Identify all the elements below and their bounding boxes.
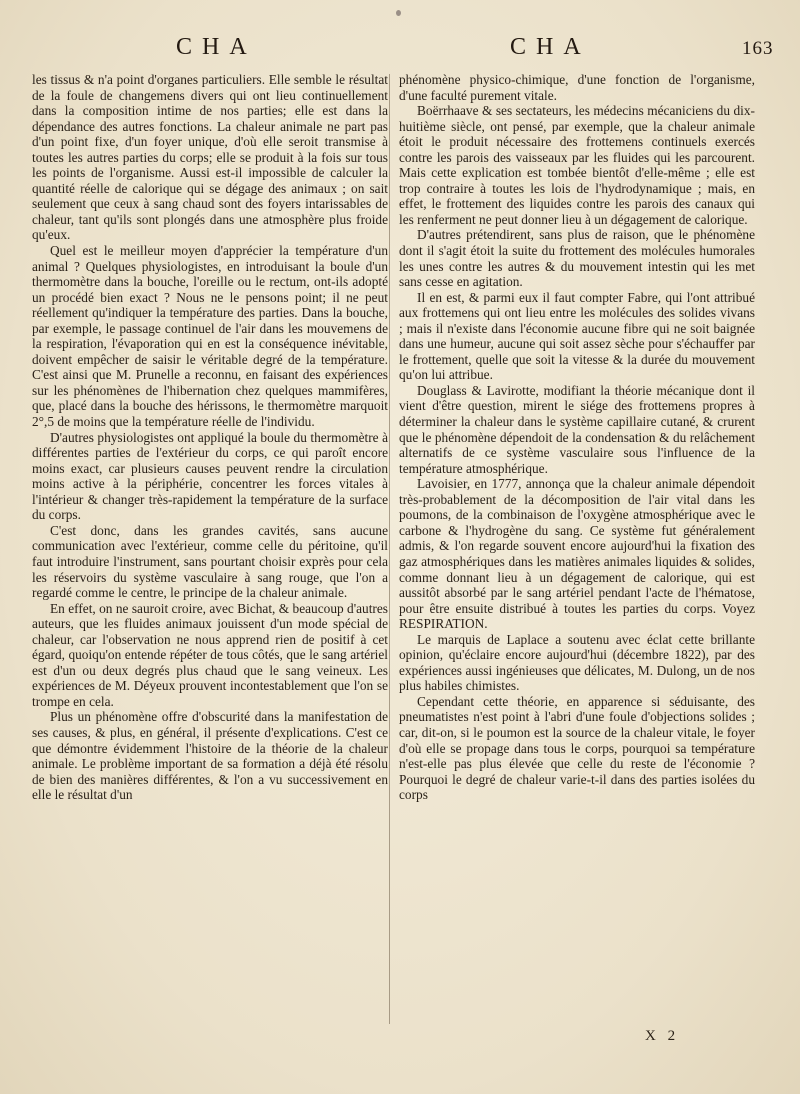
left-paragraph-6: Plus un phénomène offre d'obscurité dans la manifestation de ses causes, & plus, en général, il présente d'explications. C'est ce que démontre évidemment l'histoire de la théorie de la chaleur animale. Le problème important de sa formation a déjà été résolu de bien des manières différentes, & l'on a vu successivement en elle le résultat d'un bbox=[32, 709, 388, 803]
header-left-title: CHA bbox=[176, 34, 257, 60]
signature-mark: X 2 bbox=[645, 1028, 680, 1044]
left-paragraph-2: Quel est le meilleur moyen d'apprécier la température d'un animal ? Quelques physiologistes, en introduisant la boule d'un thermomètre dans la bouche, l'oreille ou le rectum, ont-ils adopté un procédé bien exact ? Nous ne le pensons point; il ne peut réellement qu'indiquer la température des parties. Dans la bouche, par exemple, le passage continuel de l'air dans les mouvemens de la respiration, l'évaporation qui en est la conséquence inévitable, doivent empêcher de saisir le véritable degré de la température. C'est ainsi que M. Prunelle a reconnu, en faisant des expériences sur les phénomènes de l'hibernation chez quelques mammifères, que, placé dans la bouche des hérissons, le thermomètre marquoit 2°,5 de moins que la température réelle de l'individu. bbox=[32, 243, 388, 430]
left-paragraph-1: les tissus & n'a point d'organes particuliers. Elle semble le résultat de la foule de changemens divers qui ont lieu continuellement dans la composition intime de nos parties; elle est dans la dépendance des autres fonctions. La chaleur animale ne part pas d'un point fixe, d'un foyer unique, d'où elle seroit transmise à toutes les autres parties du corps; elle se produit à la fois sur tous les points de l'organisme. Aussi est-il impossible de calculer la quantité réelle de calorique qui se dégage des animaux ; on sait seulement que ceux à sang chaud sont des foyers intarissables de chaleur, tant qu'ils sont plongés dans une atmosphère plus froide qu'eux. bbox=[32, 72, 388, 243]
column-divider bbox=[389, 74, 390, 1024]
right-column bbox=[399, 72, 755, 1062]
right-paragraph-3: D'autres prétendirent, sans plus de raison, que le phénomène dont il s'agit étoit la suite du frottement des molécules humorales les unes contre les autres & du mouvement intestin qui les met sans cesse en agitation. bbox=[399, 227, 755, 290]
left-paragraph-5: En effet, on ne sauroit croire, avec Bichat, & beaucoup d'autres auteurs, que les fluides animaux jouissent d'un mode spécial de chaleur, car l'observation ne nous apprend rien de positif à cet égard, quoiqu'on entende répéter de tous côtés, que le sang artériel est d'un ou deux degrés plus chaud que le sang veineux. Les expériences de M. Déyeux prouvent incontestablement que l'on se trompe en cela. bbox=[32, 600, 388, 709]
left-paragraph-3: D'autres physiologistes ont appliqué la boule du thermomètre à différentes parties de l'extérieur du corps, ce qui paroît encore moins exact, car plusieurs causes peuvent rendre la circulation moins active à la périphérie, concentrer les forces vitales à l'intérieur & changer très-rapidement la température de la surface du corps. bbox=[32, 429, 388, 523]
right-paragraph-6: Lavoisier, en 1777, annonça que la chaleur animale dépendoit très-probablement de la décomposition de l'air vital dans les poumons, de la combinaison de l'oxygène atmosphérique avec le carbone & l'hydrogène du sang. Ce système fut généralement admis, & l'on regarde souvent encore aujourd'hui la fixation des gaz atmosphériques dans les matières animales liquides & solides, comme donnant lieu à un dégagement de calorique, qui est aussitôt absorbé par le sang artériel pendant l'acte de l'hématose, pour être ensuite distribué à toutes les parties du corps. Voyez RESPIRATION. bbox=[399, 476, 755, 632]
right-paragraph-4: Il en est, & parmi eux il faut compter Fabre, qui l'ont attribué aux frottemens qui ont lieu entre les molécules des solides vivans ; mais il n'existe dans l'économie aucune fibre qui ne soit baignée dans une humeur, aucune qui soit assez sèche pour s'échauffer par le frottement, quelle que soit la vitesse & la durée du mouvement qu'on lui attribue. bbox=[399, 289, 755, 383]
right-paragraph-5: Douglass & Lavirotte, modifiant la théorie mécanique dont il vient d'être question, mirent le siége des frottemens propres à déterminer la chaleur dans le système capillaire cutané, & crurent que le phénomène dépendoit de la condensation & du relâchement alternatifs de ce système vasculaire sous l'influence de la température atmosphérique. bbox=[399, 382, 755, 476]
left-column bbox=[32, 72, 388, 1062]
header-center-title: CHA bbox=[510, 34, 591, 60]
right-paragraph-7: Le marquis de Laplace a soutenu avec éclat cette brillante opinion, qu'éclaire encore aujourd'hui (décembre 1822), par des expériences aussi ingénieuses que délicates, M. Dulong, un de nos plus habiles chimistes. bbox=[399, 631, 755, 694]
right-paragraph-2: Boërrhaave & ses sectateurs, les médecins mécaniciens du dix-huitième siècle, ont pensé, par exemple, que la chaleur animale étoit le produit nécessaire des frottemens continuels exercés contre les parois des vaisseaux par les fluides qui les parcourent. Mais cette explication est tombée bientôt d'elle-même ; elle est trop contraire à toutes les lois de l'hydrodynamique ; mais, en effet, le frottement des liquides contre les parois des canaux qui les renferment ne peut donner lieu à un dégagement de calorique. bbox=[399, 103, 755, 227]
running-header bbox=[0, 34, 800, 68]
page-number: 163 bbox=[742, 38, 774, 59]
left-paragraph-4: C'est donc, dans les grandes cavités, sans aucune communication avec l'extérieur, comme celle du péritoine, qu'il faut introduire l'instrument, sans pourtant choisir exprès pour cela les réservoirs du système vasculaire à sang rouge, que l'on a regardé comme le centre, le principe de la chaleur animale. bbox=[32, 522, 388, 601]
right-paragraph-8: Cependant cette théorie, en apparence si séduisante, des pneumatistes n'est point à l'abri d'une foule d'objections solides ; car, dit-on, si le poumon est la source de la chaleur vitale, le foyer d'où elle se propage dans tous le corps, pourquoi sa température n'est-elle pas plus élevée que celle du reste de l'économie ? Pourquoi le degré de chaleur varie-t-il dans des parties isolées du corps bbox=[399, 693, 755, 803]
right-paragraph-1: phénomène physico-chimique, d'une fonction de l'organisme, d'une faculté purement vitale. bbox=[399, 72, 755, 103]
page-mark bbox=[396, 10, 401, 16]
